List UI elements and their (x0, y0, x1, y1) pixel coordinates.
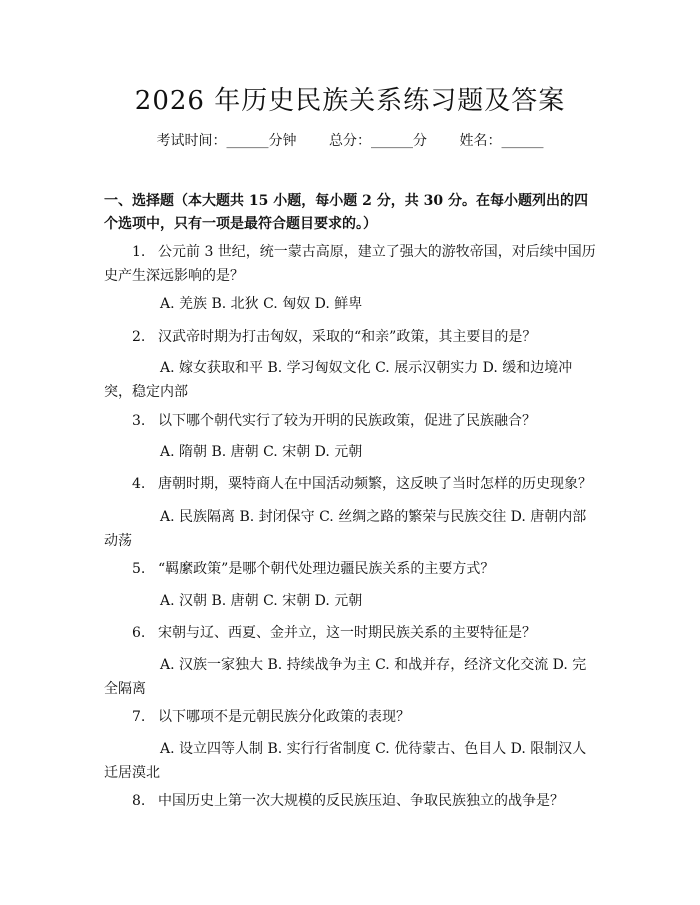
question-4 (104, 472, 598, 496)
question-5 (104, 557, 598, 581)
question-number: 7. (132, 709, 146, 725)
question-text: 以下哪个朝代实行了较为开明的民族政策，促进了民族融合？ (158, 413, 536, 429)
question-3 (104, 409, 598, 433)
question-text: 汉武帝时期为打击匈奴，采取的“和亲”政策，其主要目的是？ (158, 329, 537, 345)
exam-score: 总分：______分 (329, 133, 427, 149)
question-1-options: A. 羌族 B. 北狄 C. 匈奴 D. 鲜卑 (160, 296, 363, 312)
question-number: 3. (132, 413, 146, 429)
section-heading: 一、选择题（本大题共 15 小题，每小题 2 分，共 30 分。在每小题列出的四个选项中，只有一项是最符合题目要求的。） (104, 193, 588, 232)
question-6 (104, 621, 598, 645)
question-7 (104, 705, 598, 729)
exam-meta (0, 131, 700, 151)
exam-time: 考试时间：______分钟 (156, 133, 297, 149)
question-8 (104, 789, 598, 813)
question-number: 6. (132, 625, 146, 641)
question-text: 中国历史上第一次大规模的反民族压迫、争取民族独立的战争是？ (158, 793, 564, 809)
question-number: 4. (132, 476, 146, 492)
question-number: 2. (132, 329, 146, 345)
question-5-options: A. 汉朝 B. 唐朝 C. 宋朝 D. 元朝 (160, 593, 363, 609)
question-number: 1. (132, 244, 146, 260)
question-1 (104, 240, 598, 288)
question-text: “羁縻政策”是哪个朝代处理边疆民族关系的主要方式？ (158, 561, 495, 577)
page-title: 2026 年历史民族关系练习题及答案 (134, 86, 566, 116)
exam-name: 姓名：______ (459, 133, 544, 149)
question-7-options: A. 设立四等人制 B. 实行行省制度 C. 优待蒙古、色目人 D. 限制汉人迁居漠北 (104, 741, 587, 781)
question-text: 宋朝与辽、西夏、金并立，这一时期民族关系的主要特征是？ (158, 625, 536, 641)
question-6-options: A. 汉族一家独大 B. 持续战争为主 C. 和战并存，经济文化交流 D. 完全隔离 (104, 657, 587, 697)
question-number: 5. (132, 561, 146, 577)
question-text: 公元前 3 世纪，统一蒙古高原，建立了强大的游牧帝国，对后续中国历史产生深远影响的是？ (104, 244, 596, 284)
question-3-options: A. 隋朝 B. 唐朝 C. 宋朝 D. 元朝 (160, 444, 363, 460)
question-number: 8. (132, 793, 146, 809)
question-2-options: A. 嫁女获取和平 B. 学习匈奴文化 C. 展示汉朝实力 D. 缓和边境冲突，稳定内部 (104, 360, 573, 400)
question-2 (104, 325, 598, 349)
question-4-options: A. 民族隔离 B. 封闭保守 C. 丝绸之路的繁荣与民族交往 D. 唐朝内部动荡 (104, 509, 587, 549)
question-text: 唐朝时期，粟特商人在中国活动频繁，这反映了当时怎样的历史现象？ (158, 476, 592, 492)
question-text: 以下哪项不是元朝民族分化政策的表现？ (158, 709, 410, 725)
